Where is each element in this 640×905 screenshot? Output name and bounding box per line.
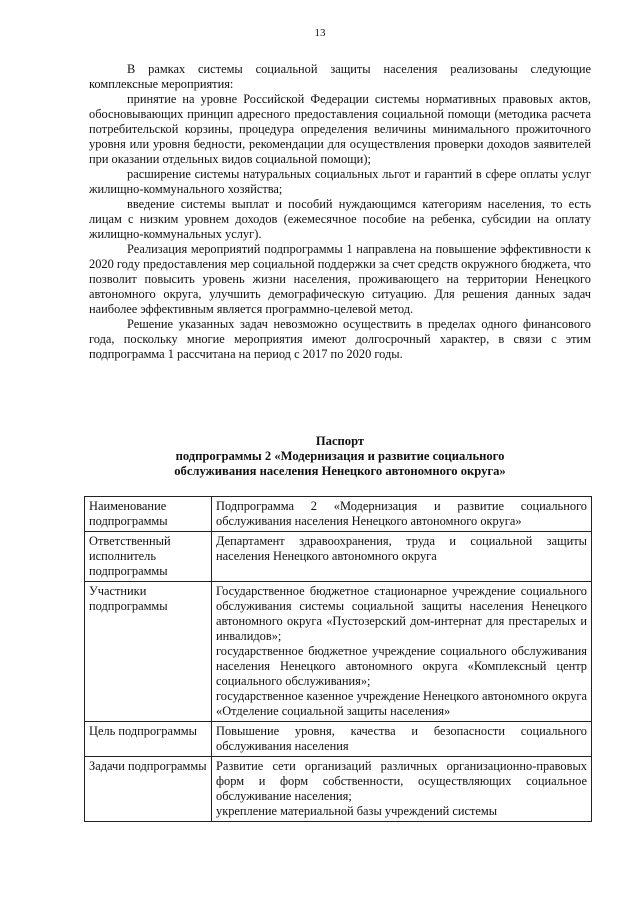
row-value-line: укрепление материальной базы учреждений системы (216, 804, 498, 818)
row-value (212, 722, 592, 757)
row-label: Участники подпрограммы (85, 582, 212, 722)
row-label: Ответственный исполнитель подпрограммы (85, 532, 212, 582)
passport-subheading-line1: подпрограммы 2 «Модернизация и развитие социального (175, 449, 505, 463)
row-value (212, 582, 592, 722)
page-number: 13 (314, 27, 326, 39)
row-value (212, 757, 592, 822)
table-row (85, 722, 592, 757)
table-row (85, 582, 592, 722)
table-row (85, 757, 592, 822)
row-value-line: государственное казенное учреждение Ненецкого автономного округа «Отделение социальной защиты населения» (216, 689, 587, 718)
row-label: Наименование подпрограммы (85, 497, 212, 532)
row-value-line: Развитие сети организаций различных организационно-правовых форм и форм собственности, осуществляющих социальное обслуживание населения; (216, 759, 587, 803)
row-value-line: Подпрограмма 2 «Модернизация и развитие социального обслуживания населения Ненецкого автономного округа» (216, 499, 587, 528)
table-row (85, 497, 592, 532)
row-label: Задачи подпрограммы (85, 757, 212, 822)
row-value-line: Повышение уровня, качества и безопасности социального обслуживания населения (216, 724, 587, 753)
body-text (89, 62, 591, 362)
row-value-line: Департамент здравоохранения, труда и социальной защиты населения Ненецкого автономного округа (216, 534, 587, 563)
passport-heading: Паспорт (315, 434, 365, 448)
passport-subheading-line2: обслуживания населения Ненецкого автономного округа» (174, 464, 506, 478)
paragraph: принятие на уровне Российской Федерации системы нормативных правовых актов, обосновывающих принцип адресного предоставления социальной помощи (методика расчета потребительской корзины, процедура определения величины минимального прожиточного уровня или уровня бедности, рекомендации для осуществления проверки доходов заявителей при оказании отдельных видов социальной помощи); (89, 92, 591, 166)
paragraph: расширение системы натуральных социальных льгот и гарантий в сфере оплаты услуг жилищно-коммунального хозяйства; (89, 167, 591, 196)
paragraph: В рамках системы социальной защиты населения реализованы следующие комплексные мероприятия: (89, 62, 591, 91)
paragraph: введение системы выплат и пособий нуждающимся категориям населения, то есть лицам с низким уровнем доходов (ежемесячное пособие на ребенка, субсидии на оплату жилищно-коммунальных услуг). (89, 197, 591, 241)
passport-title (89, 434, 591, 479)
passport-table (84, 496, 592, 822)
paragraph: Решение указанных задач невозможно осуществить в пределах одного финансового года, поскольку многие мероприятия имеют долгосрочный характер, в связи с этим подпрограмма 1 рассчитана на период с 2017 по 2020 годы. (89, 317, 591, 361)
table-row (85, 532, 592, 582)
row-value-line: Государственное бюджетное стационарное учреждение социального обслуживания системы социальной защиты населения Ненецкого автономного округа «Пустозерский дом-интернат для престарелых и инвалидов»; (216, 584, 587, 643)
row-label: Цель подпрограммы (85, 722, 212, 757)
row-value-line: государственное бюджетное учреждение социального обслуживания населения Ненецкого автономного округа «Комплексный центр социального обслуживания»; (216, 644, 587, 688)
paragraph: Реализация мероприятий подпрограммы 1 направлена на повышение эффективности к 2020 году предоставления мер социальной поддержки за счет средств окружного бюджета, что позволит повысить уровень жизни населения, проживающего на территории Ненецкого автономного округа, улучшить демографическую ситуацию. Для решения данных задач наиболее эффективным является программно-целевой метод. (89, 242, 591, 316)
row-value (212, 532, 592, 582)
row-value (212, 497, 592, 532)
